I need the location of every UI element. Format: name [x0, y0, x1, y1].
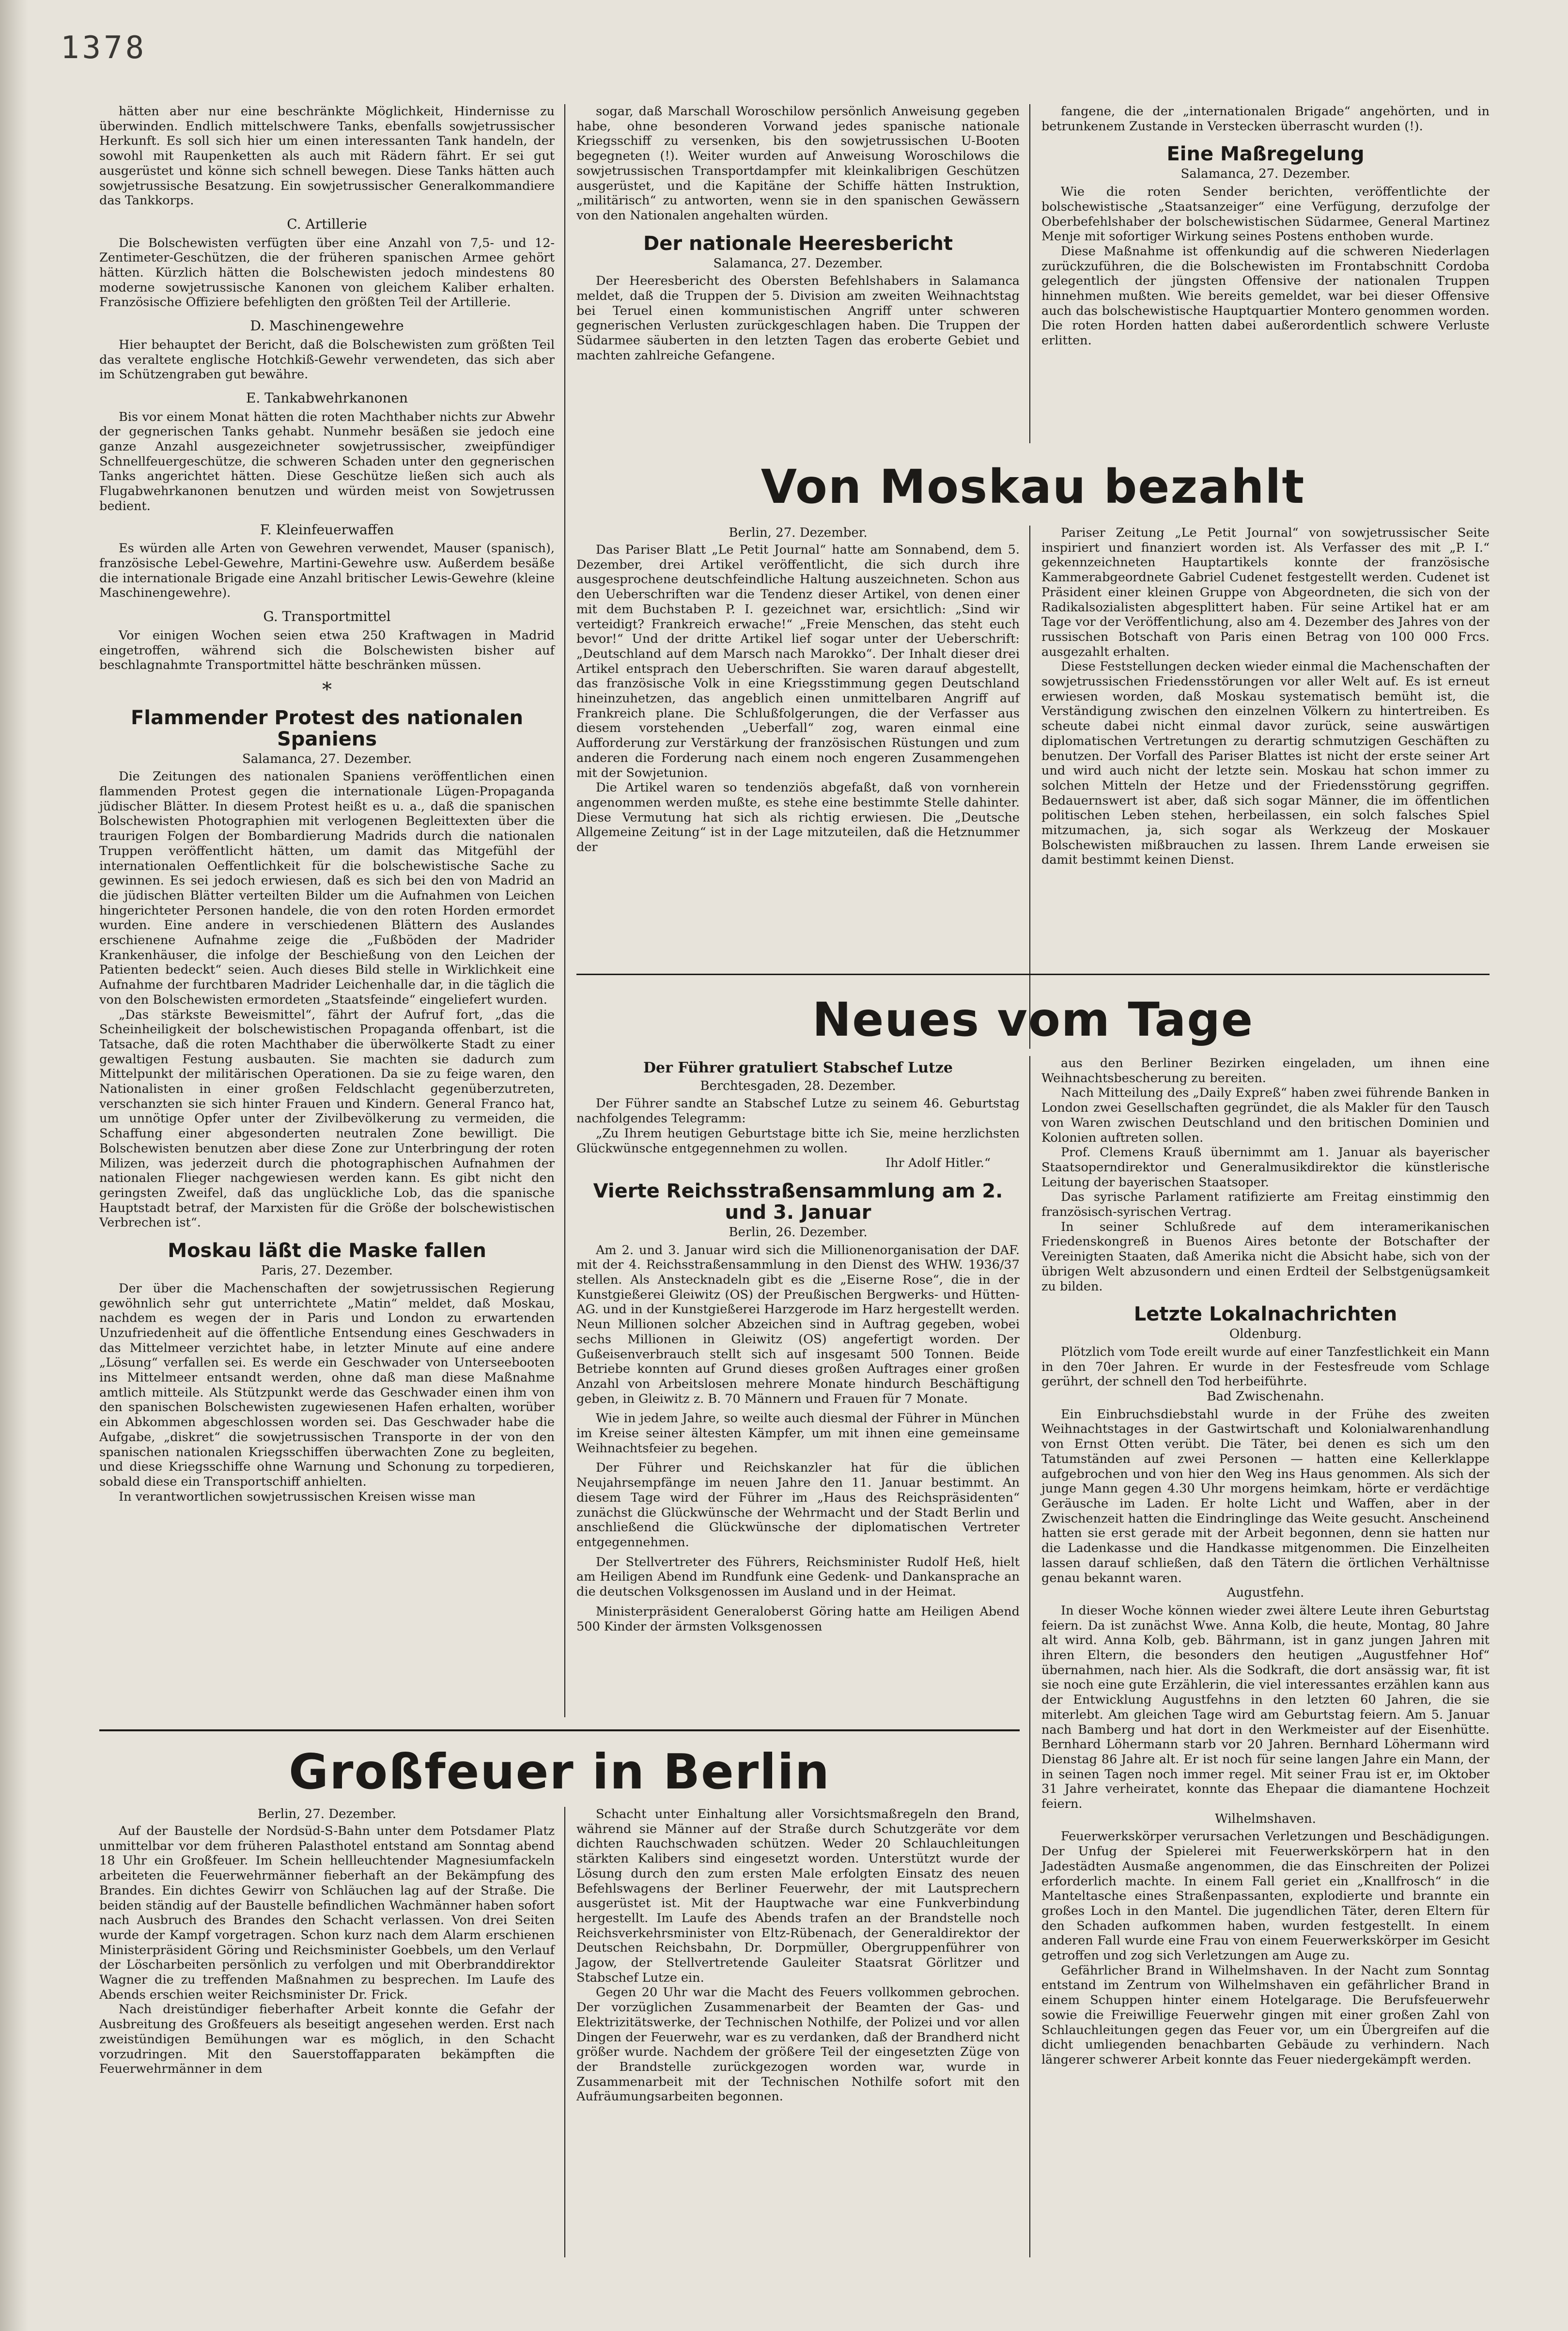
moskau-bezahlt-text-a2: Die Artikel waren so tendenziös abgefaßt, daß von vornherein angenommen werden mußte, es stehe eine bestimmte Stelle dahinter. Diese Vermutung hat sich als richtig erwiesen. Die „Deutsche Allgemeine Zeitung“ ist in der Lage mitzuteilen, daß die Hetznummer der: [576, 780, 1020, 855]
grossfeuer-text-a2: Nach dreistündiger fieberhafter Arbeit konnte die Gefahr der Ausbreitung des Großfeuers als beseitigt angesehen werden. Erst nach zweistündigen Bemühungen war es möglich, in den Schacht vorzudringen. Mit den Sauerstoffapparaten bekämpften die Feuerwehrmänner in dem: [99, 2002, 555, 2077]
neues-right-text-4: In seiner Schlußrede auf dem interamerikanischen Friedenskongreß in Buenos Aires betonte der Botschafter der Vereinigten Staaten, daß Amerika nicht die Absicht habe, sich von der übrigen Welt abzusondern und einen Erdteil der Selbstgenügsamkeit zu bilden.: [1041, 1219, 1490, 1294]
section-e-heading: E. Tankabwehrkanonen: [246, 389, 408, 406]
section-divider-star: *: [322, 678, 332, 701]
reichsstrassensammlung-text: Am 2. und 3. Januar wird sich die Millionenorganisation der DAF. mit der 4. Reichsstraßensammlung in den Dienst des WHW. 1936/37 stellen. Als Anstecknadeln gibt es die „Eiserne Rose“, die in der Kunstgießerei Gleiwitz (OS) der Preußischen Bergwerks- und Hütten-AG. und in der Kunstgießerei Harzgerode im Harz hergestellt werden. Neun Millionen solcher Abzeichen sind in Auftrag gegeben, wobei sechs Millionen in Gleiwitz (OS) angefertigt worden. Der Gußeisenverbrauch stellt sich auf insgesamt 500 Tonnen. Beide Betriebe konnten auf Grund dieses großen Auftrages einer großen Anzahl von Arbeitslosen mehrere Monate hindurch Beschäftigung geben, in Gleiwitz z. B. 70 Männern und Frauen für 7 Monate.: [576, 1243, 1020, 1406]
protest-dateline: Salamanca, 27. Dezember.: [242, 751, 412, 766]
fuehrer-gratuliert-text: Der Führer sandte an Stabschef Lutze zu seinem 46. Geburtstag nachfolgendes Telegramm:: [576, 1096, 1020, 1126]
moskau-bezahlt-text-b2: Diese Feststellungen decken wieder einmal die Machenschaften der sowjetrussischen Friedensstörungen vor aller Welt auf. Es ist erneut erwiesen worden, daß Moskau systematisch bemüht ist, die Verständigung zwischen den einzelnen Völkern zu hintertreiben. Es scheute dabei nicht einmal davor zurück, seine auswärtigen diplomatischen Vertretungen zu derartig schmutzigen Geschäften zu benutzen. Der Vorfall des Pariser Blattes ist nicht der erste seiner Art und wird auch nicht der letzte sein. Moskau hat schon immer zu solchen Mitteln der Hetze und der Friedensstörung gegriffen. Bedauernswert ist aber, daß sich sogar Männer, die im öffentlichen politischen Leben stehen, herbeilassen, ein solch falsches Spiel mitzumachen, ja, sich sogar als Werkzeug der Moskauer Bolschewisten mißbrauchen zu lassen. Ihrem Lande erweisen sie damit bestimmt keinen Dienst.: [1041, 659, 1490, 868]
column-divider-1: [564, 104, 565, 1717]
section-d-heading: D. Maschinengewehre: [250, 318, 404, 334]
massregelung-headline: Eine Maßregelung: [1166, 143, 1365, 166]
neues-right-text-2: Prof. Clemens Krauß übernimmt am 1. Januar als bayerischer Staatsoperndirektor und Generalmusikdirektor die künstlerische Leitung der bayerischen Staatsoper.: [1041, 1145, 1490, 1190]
moskau-bezahlt-col-a: [576, 543, 1020, 855]
neues-right-text-3: Das syrische Parlament ratifizierte am Freitag einstimmig den französisch-syrischen Vertrag.: [1041, 1190, 1490, 1220]
lokal-text-4: Feuerwerkskörper verursachen Verletzungen und Beschädigungen. Der Unfug der Spielerei mit Feuerwerkskörpern hat in den Jadestädten Ausmaße angenommen, die das Einschreiten der Polizei erforderlich machte. In einem Fall geriet ein „Knallfrosch“ in die Manteltasche eines Straßenpassanten, explodierte und brannte ein großes Loch in den Mantel. Die jugendlichen Täter, deren Eltern für den Schaden aufkommen haben, wurden festgestellt. In einem anderen Fall wurde eine Frau von einem Feuerwerkskörper im Gesicht getroffen und zog sich Verletzungen am Auge zu.: [1041, 1829, 1490, 1963]
protest-headline: Flammender Protest des nationalen Spaniens: [130, 706, 524, 750]
column-divider-2: [1029, 104, 1030, 443]
massregelung-text-2: Diese Maßnahme ist offenkundig auf die schweren Niederlagen zurückzuführen, die die Bolschewisten im Frontabschnitt Cordoba gelegentlich der jüngsten Offensive der nationalen Truppen hinnehmen mußten. Wie bereits gemeldet, war bei dieser Offensive auch das bolschewistische Hauptquartier Montero genommen worden. Die roten Horden hatten dabei außerordentlich schwere Verluste erlitten.: [1041, 244, 1490, 348]
col3-intro: fangene, die der „internationalen Brigade“ angehörten, und in betrunkenem Zustande in Verstecken überrascht wurden (!).: [1041, 104, 1490, 134]
grossfeuer-text-a: Auf der Baustelle der Nordsüd-S-Bahn unter dem Potsdamer Platz unmittelbar vor dem früheren Palasthotel entstand am Sonntag abend 18 Uhr ein Großfeuer. Im Schein hellleuchtender Magnesiumfackeln arbeiteten die Feuerwehrmänner fieberhaft an der Bekämpfung des Brandes. Ein dichtes Gewirr von Schläuchen lag auf der Straße. Die beiden ständig auf der Baustelle befindlichen Wachmänner haben sofort nach Ausbruch des Brandes den Schacht verlassen. Von drei Seiten wurde der Kampf vorgetragen. Schon kurz nach dem Alarm erschienen Ministerpräsident Göring und Reichsminister Goebbels, um den Verlauf der Löscharbeiten persönlich zu verfolgen und mit Oberbranddirektor Wagner die zu treffenden Maßnahmen zu besprechen. Im Laufe des Abends erschien weiter Reichsminister Dr. Frick.: [99, 1824, 555, 2002]
lokal-text-2: Ein Einbruchsdiebstahl wurde in der Frühe des zweiten Weihnachtstages in der Gastwirtschaft und Kolonialwarenhandlung von Ernst Otten verübt. Die Täter, bei denen es sich um den Tatumständen auf zwei Personen — hatten eine Kellerklappe aufgebrochen und von hier den Weg ins Haus genommen. Als sich der junge Mann gegen 4.30 Uhr morgens heimkam, hörte er verdächtige Geräusche im Laden. Er holte Licht und Waffen, aber in der Zwischenzeit hatten die Eindringlinge das Weite gesucht. Anscheinend hatten sie erst gerade mit der Arbeit begonnen, denn sie hatten nur die Ladenkasse und die Handkasse mitgenommen. Die Einzelheiten lassen darauf schließen, daß den Tätern die örtlichen Verhältnisse genau bekannt waren.: [1041, 1407, 1490, 1585]
moskau-bezahlt-dateline: Berlin, 27. Dezember.: [729, 526, 868, 540]
column-3-top: [1041, 104, 1490, 348]
reichsstrassensammlung-text-5: Ministerpräsident Generaloberst Göring hatte am Heiligen Abend 500 Kinder der ärmsten Volksgenossen: [576, 1604, 1020, 1634]
reichsstrassensammlung-text-3: Der Führer und Reichskanzler hat für die üblichen Neujahrsempfänge im neuen Jahre den 11. Januar bestimmt. An diesem Tage wird der Führer im „Haus des Reichspräsidenten“ zunächst die Glückwünsche der Wehrmacht und der Stadt Berlin und anschließend die Glückwünsche der diplomatischen Vertreter entgegennehmen.: [576, 1461, 1020, 1550]
col1-text-c: Die Bolschewisten verfügten über eine Anzahl von 7,5- und 12-Zentimeter-Geschützen, die der früheren spanischen Armee gehört hätten. Kürzlich hätten die Bolschewisten jedoch mindestens 80 moderne sowjetrussische Kanonen von gleichem Kaliber erhalten. Französische Offiziere befehligten den größten Teil der Artillerie.: [99, 235, 555, 310]
section-g-heading: G. Transportmittel: [263, 608, 391, 625]
lokal-text-1: Plötzlich vom Tode ereilt wurde auf einer Tanzfestlichkeit ein Mann in den 70er Jahren. Er wurde in der Festesfreude vom Schlage gerührt, der schnell den Tod herbeiführte.: [1041, 1344, 1490, 1389]
neues-right-text-1: Nach Mitteilung des „Daily Expreß“ haben zwei führende Banken in London zwei Gesellschaften gegründet, die als Makler für den Tausch von Waren zwischen Deutschland und den britischen Dominien und Kolonien auftreten sollen.: [1041, 1086, 1490, 1145]
grossfeuer-col-b: [576, 1807, 1020, 2104]
lokal-text-3: In dieser Woche können wieder zwei ältere Leute ihren Geburtstag feiern. Da ist zunächst Wwe. Anna Kolb, die heute, Montag, 80 Jahre alt wird. Anna Kolb, geb. Bährmann, ist in ganz jungen Jahren mit ihren Eltern, die besonders den heutigen „Augustfehner Hof“ übernahmen, nach hier. Als die Sodkraft, die dort ansässig war, fit ist sie noch eine gute Erzählerin, die viel interessantes erzählen kann aus der Entwicklung Augustfehns in den letzten 60 Jahren, die sie miterlebt. Am gleichen Tage wird am Geburtstag feiern. Am 5. Januar nach Bamberg und hat dort in den Werkmeister auf der Eisenhütte. Bernhard Löhermann starb vor 20 Jahren. Bernhard Löhermann wird Dienstag 86 Jahre alt. Er ist noch für seine langen Jahre ein Mann, der in seinen Tagen noch immer regel. Mit seiner Frau ist er, im Oktober 31 Jahre verheiratet, konnte das Ehepaar die diamantene Hochzeit feiern.: [1041, 1603, 1490, 1812]
neues-col-a: [576, 1056, 1020, 1634]
moskau-bezahlt-text-b: Pariser Zeitung „Le Petit Journal“ von sowjetrussischer Seite inspiriert und finanziert worden ist. Als Verfasser des mit „P. I.“ gekennzeichneten Hauptartikels konnte der französische Kammerabgeordnete Gabriel Cudenet festgestellt werden. Cudenet ist Präsident einer kleinen Gruppe von Abgeordneten, die sich von der Radikalsozialisten abgesplittert haben. Für seine Artikel hat er am Tage vor der Veröffentlichung, also am 4. Dezember des Jahres von der russischen Botschaft von Paris einen Betrag von 100 000 Frcs. ausgezahlt erhalten.: [1041, 526, 1490, 659]
neues-right-top: aus den Berliner Bezirken eingeladen, um ihnen eine Weihnachtsbescherung zu bereiten.: [1041, 1056, 1490, 1086]
neues-vom-tage-headline: Neues vom Tage: [812, 993, 1254, 1047]
heeresbericht-headline: Der nationale Heeresbericht: [643, 232, 953, 255]
section-rule-grossfeuer: [99, 1729, 1020, 1731]
section-rule-neues: [576, 974, 1490, 975]
protest-text-2: „Das stärkste Beweismittel“, fährt der Aufruf fort, „das die Scheinheiligkeit der bolschewistischen Propaganda offenbart, ist die Tatsache, daß die roten Machthaber die überwölkerte Stadt zu einer gewaltigen Festung ausbauten. Sie machten sie dadurch zum Mittelpunkt der militärischen Operationen. Da sie zu feige waren, den Nationalisten in einer großen Feldschlacht gegenüberzutreten, verschanzten sie sich hinter Frauen und Kindern. General Franco hat, um unnötige Opfer unter der Zivilbevölkerung zu vermeiden, die Schaffung einer abgesonderten neutralen Zone bewilligt. Die Bolschewisten benutzen aber diese Zone zur Unterbringung der roten Milizen, was jederzeit durch die photographischen Aufnahmen der nationalen Flieger nachgewiesen werden kann. Es gibt nicht den geringsten Zweifel, daß das unglückliche Lob, das die spanische Hauptstadt betraf, der Marxisten für die Größe der bolschewistischen Verbrechen ist“.: [99, 1007, 555, 1230]
reichsstrassensammlung-text-2: Wie in jedem Jahre, so weilte auch diesmal der Führer in München im Kreise seiner ältesten Kämpfer, um mit ihnen eine gemeinsame Weihnachtsfeier zu begehen.: [576, 1411, 1020, 1456]
column-divider-5: [564, 1807, 565, 2257]
grossfeuer-col-a: [99, 1824, 555, 2077]
grossfeuer-text-b2: Gegen 20 Uhr war die Macht des Feuers vollkommen gebrochen. Der vorzüglichen Zusammenarbeit der Beamten der Gas- und Elektrizitätswerke, der Technischen Nothilfe, der Polizei und vor allen Dingen der Feuerwehr, war es zu verdanken, daß der Brandherd nicht größer wurde. Nachdem der größere Teil der eingesetzten Züge von der Brandstelle zurückgezogen worden war, wurde in Zusammenarbeit mit der Technischen Nothilfe sofort mit den Aufräumungsarbeiten begonnen.: [576, 1985, 1020, 2104]
moskau-maske-text-2: In verantwortlichen sowjetrussischen Kreisen wisse man: [119, 1489, 476, 1504]
col1-text-g: Vor einigen Wochen seien etwa 250 Kraftwagen in Madrid eingetroffen, während sich die Bolschewisten bisher auf beschlagnahmte Transportmittel hätte beschränken müssen.: [99, 628, 555, 673]
lokal-place-augustfehn: Augustfehn.: [1226, 1585, 1304, 1601]
moskau-bezahlt-text-a: Das Pariser Blatt „Le Petit Journal“ hatte am Sonnabend, dem 5. Dezember, drei Artikel veröffentlicht, die sich durch ihre ausgesprochene deutschfeindliche Haltung auszeichneten. Schon aus den Ueberschriften war die Tendenz dieser Artikel, von denen einer mit dem Buchstaben P. I. gezeichnet war, ersichtlich: „Sind wir verteidigt? Frankreich erwache!“ „Freie Menschen, das steht euch bevor!“ Und der dritte Artikel lief sogar unter der Ueberschrift: „Deutschland auf dem Marsch nach Marokko“. Der Inhalt dieser drei Artikel entsprach den Ueberschriften. Sie waren darauf abgestellt, das französische Volk in eine Kriegsstimmung gegen Deutschland hineinzuhetzen, das angeblich einen unmittelbaren Angriff auf Frankreich plane. Die Schlußfolgerungen, die der Verfasser aus diesem vorstehenden „Ueberfall“ zog, waren einmal eine Aufforderung zur Verstärkung der französischen Rüstungen und zum anderen die Forderung nach einem noch engeren Zusammengehen mit der Sowjetunion.: [576, 543, 1020, 780]
heeresbericht-text: Der Heeresbericht des Obersten Befehlshabers in Salamanca meldet, daß die Truppen der 5. Division am zweiten Weihnachtstag bei Teruel einen kommunistischen Angriff unter schweren gegnerischen Verlusten zurückgeschlagen haben. Die Truppen der Südarmee säuberten in den letzten Tagen das eroberte Gebiet und machten zahlreiche Gefangene.: [576, 274, 1020, 363]
moskau-maske-dateline: Paris, 27. Dezember.: [261, 1263, 393, 1278]
fuehrer-signature: Ihr Adolf Hitler.“: [885, 1156, 991, 1171]
column-divider-3: [1029, 526, 1030, 1049]
lokalnachrichten-headline: Letzte Lokalnachrichten: [1133, 1303, 1397, 1326]
massregelung-dateline: Salamanca, 27. Dezember.: [1180, 167, 1351, 182]
fuehrer-gratuliert-headline: Der Führer gratuliert Stabschef Lutze: [643, 1059, 953, 1076]
fuehrer-gratuliert-quote: „Zu Ihrem heutigen Geburtstage bitte ich Sie, meine herzlichsten Glückwünsche entgegennehmen zu wollen.: [576, 1126, 1020, 1156]
lokal-place-wilhelmshaven: Wilhelmshaven.: [1215, 1811, 1316, 1826]
column-divider-4: [1029, 1056, 1030, 2257]
moskau-bezahlt-headline: Von Moskau bezahlt: [761, 460, 1305, 514]
col1-text-d: Hier behauptet der Bericht, daß die Bolschewisten zum größten Teil das veraltete englische Hotchkiß-Gewehr verwendeten, das sich aber im Schützengraben gut bewähre.: [99, 337, 555, 382]
grossfeuer-dateline: Berlin, 27. Dezember.: [257, 1807, 397, 1821]
grossfeuer-text-b: Schacht unter Einhaltung aller Vorsichtsmaßregeln den Brand, während sie Männer auf der Straße durch Schutzgeräte vor dem dichten Rauchschwaden schützen. Weder 20 Schlauchleitungen stärkten Kalibers sind eingesetzt worden. Unterstützt wurde der Lösung durch den zum ersten Male erfolgten Einsatz des neuen Befehlswagens der Berliner Feuerwehr, der mit Lautsprechern ausgerüstet ist. Mit der Hauptwache war eine Funkverbindung hergestellt. Im Laufe des Abends trafen an der Brandstelle noch Reichsverkehrsminister von Eltz-Rübenach, der Generaldirektor der Deutschen Reichsbahn, Dr. Dorpmüller, Obergruppenführer von Jagow, der Stellvertretende Gauleiter Staatsrat Görlitzer und Stabschef Lutze ein.: [576, 1807, 1020, 1985]
moskau-bezahlt-col-b: [1041, 526, 1490, 868]
page-binding-shadow: [0, 0, 28, 2331]
massregelung-text: Wie die roten Sender berichten, veröffentlichte der bolschewistische „Staatsanzeiger“ eine Verfügung, derzufolge der Oberbefehlshaber der bolschewistischen Südarmee, General Martinez Menje mit sofortiger Wirkung seines Postens enthoben wurde.: [1041, 185, 1490, 244]
col2-woroschilow-text: sogar, daß Marschall Woroschilow persönlich Anweisung gegeben habe, ohne besonderen Vorwand jedes spanische nationale Kriegsschiff zu versenken, bis den sowjetrussischen U-Booten begegneten (!). Weiter wurden auf Anweisung Woroschilows die sowjetrussischen Transportdampfer mit kleinkalibrigen Geschützen ausgerüstet, und die Kapitäne der Schiffe hätten Instruktion, „militärisch“ zu antworten, wenn sie in den spanischen Gewässern von den Nationalen angehalten würden.: [576, 104, 1020, 223]
column-2-top: [576, 104, 1020, 363]
moskau-maske-headline: Moskau läßt die Maske fallen: [168, 1240, 486, 1262]
col1-intro: hätten aber nur eine beschränkte Möglichkeit, Hindernisse zu überwinden. Endlich mittelschwere Tanks, ebenfalls sowjetrussischer Herkunft. Es soll sich hier um einen interessanten Tank handeln, der sowohl mit Raupenketten als auch mit Rädern fährt. Er sei gut ausgerüstet und könne sich schnell bewegen. Diese Tanks hätten auch sowjetrussische Besatzung. Ein sowjetrussischer Generalkommandiere das Tankkorps.: [99, 104, 555, 208]
lokal-place-oldenburg: Oldenburg.: [1229, 1327, 1302, 1342]
reichsstrassensammlung-text-4: Der Stellvertreter des Führers, Reichsminister Rudolf Heß, hielt am Heiligen Abend im Rundfunk eine Gedenk- und Dankansprache an die deutschen Volksgenossen im Ausland und in der Heimat.: [576, 1554, 1020, 1600]
page-number: 1378: [61, 30, 147, 66]
reichsstrassensammlung-dateline: Berlin, 26. Dezember.: [729, 1225, 868, 1240]
grossfeuer-headline: Großfeuer in Berlin: [289, 1743, 830, 1800]
newspaper-page: [99, 104, 1490, 2274]
section-f-heading: F. Kleinfeuerwaffen: [260, 521, 394, 538]
heeresbericht-dateline: Salamanca, 27. Dezember.: [713, 256, 883, 271]
moskau-maske-text: Der über die Machenschaften der sowjetrussischen Regierung gewöhnlich sehr gut unterrichtete „Matin“ meldet, daß Moskau, nachdem es wegen der in Paris und London zu erwartenden Unzufriedenheit auf die öffentliche Entsendung eines Geschwaders in das Mittelmeer verzichtet habe, in letzter Minute auf eine andere „Lösung“ verfallen sei. Es werde ein Geschwader von Unterseebooten ins Mittelmeer entsandt werden, ohne daß man diese Maßnahme amtlich mitteile. Als Stützpunkt werde das Geschwader einen ihm von den spanischen Bolschewisten zugewiesenen Hafen erhalten, worüber ein Abkommen abgeschlossen worden sei. Das Geschwader habe die Aufgabe, „diskret“ die sowjetrussischen Transporte in der von den spanischen nationalen Kriegsschiffen überwachten Zone zu begleiten, und diese Kriegsschiffe ohne Warnung und Schonung zu torpedieren, sobald diese ein Transportschiff anhielten.: [99, 1281, 555, 1489]
fuehrer-gratuliert-dateline: Berchtesgaden, 28. Dezember.: [700, 1078, 896, 1093]
col1-text-f: Es würden alle Arten von Gewehren verwendet, Mauser (spanisch), französische Lebel-Gewehre, Martini-Gewehre usw. Außerdem besäße die internationale Brigade eine Anzahl britischer Lewis-Gewehre (kleine Maschinengewehre).: [99, 541, 555, 601]
lokal-text-5: Gefährlicher Brand in Wilhelmshaven. In der Nacht zum Sonntag entstand im Zentrum von Wilhelmshaven ein gefährlicher Brand in einem Schuppen hinter einem Hotelgarage. Die Berufsfeuerwehr sowie die Freiwillige Feuerwehr gingen mit einer großen Zahl von Schlauchleitungen gegen das Feuer vor, um ein Übergreifen auf die dicht umliegenden benachbarten Gebäude zu verhindern. Nach längerer schwerer Arbeit konnte das Feuer niedergekämpft werden.: [1041, 1963, 1490, 2067]
reichsstrassensammlung-headline: Vierte Reichsstraßensammlung am 2. und 3. Januar: [593, 1180, 1003, 1224]
col1-text-e: Bis vor einem Monat hätten die roten Machthaber nichts zur Abwehr der gegnerischen Tanks gehabt. Nunmehr besäßen sie jedoch eine ganze Anzahl ausgezeichneter sowjetrussischer, zweipfündiger Schnellfeuergeschütze, die schweren Schaden unter den gegnerischen Tanks angerichtet hätten. Diese Geschütze ließen sich auch als Flugabwehrkanonen benutzen und würden meist von Sowjetrussen bedient.: [99, 409, 555, 513]
protest-text: Die Zeitungen des nationalen Spaniens veröffentlichen einen flammenden Protest gegen die internationale Lügen-Propaganda jüdischer Blätter. In diesem Protest heißt es u. a., daß die spanischen Bolschewisten Photographien mit verlogenen Begleittexten über die traurigen Folgen der Bombardierung Madrids durch die nationalen Truppen veröffentlicht hätten, um damit das Mitgefühl der internationalen Oeffentlichkeit für die bolschewistische Sache zu gewinnen. Es sei jedoch erwiesen, daß es sich bei den von Madrid an die jüdischen Blätter verteilten Bilder um die Aufnahmen von Leichen hingerichteter Personen handele, die von den roten Horden ermordet wurden. Eine andere in verschiedenen Blättern des Auslandes erschienene Aufnahme zeige die „Fußböden der Madrider Krankenhäuser, die infolge der Beschießung von den Leichen der Patienten bedeckt“ seien. Auch dieses Bild stelle in Wirklichkeit eine Aufnahme der furchtbaren Madrider Leichenhalle dar, in die täglich die von den Bolschewisten ermordeten „Staatsfeinde“ eingeliefert wurden.: [99, 769, 555, 1007]
column-1: [99, 104, 555, 1504]
neues-col-b: [1041, 1056, 1490, 2067]
section-c-heading: C. Artillerie: [287, 216, 367, 232]
lokal-place-zwischenahn: Bad Zwischenahn.: [1207, 1389, 1324, 1404]
